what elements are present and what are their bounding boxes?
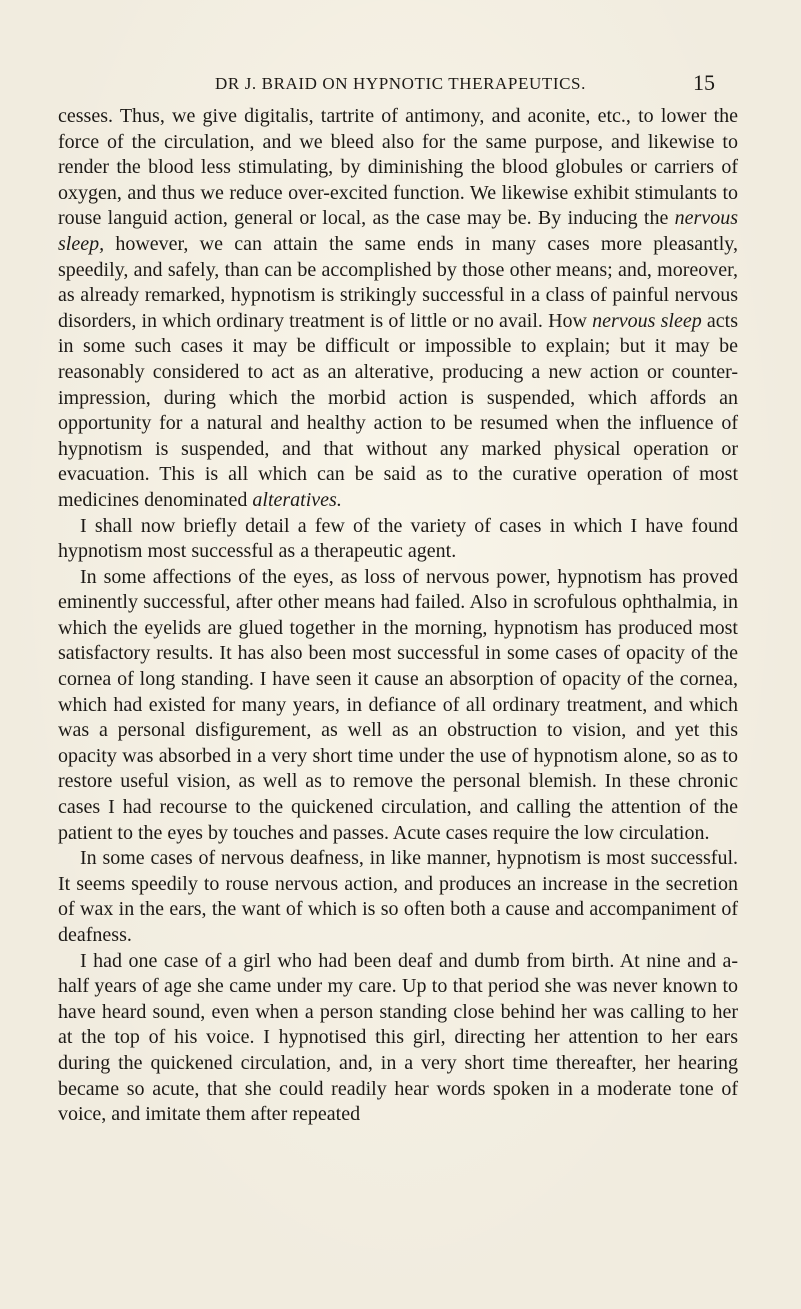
text-run: I had one case of a girl who had been deaf and dumb from birth. At nine and a-half years of age she came under my care. Up to that period she was never known to have heard sound, even when a person standing close behind her was calling to her at the top of his voice. I hypnotised this girl, directing her attention to her ears during the quickened circulation, and, in a very short time thereafter, her hearing became so acute, that she could readily hear words spoken in a moderate tone of voice, and imitate them after repeated bbox=[58, 949, 738, 1126]
paragraph bbox=[58, 949, 738, 1128]
paragraph bbox=[58, 565, 738, 847]
text-run: In some affections of the eyes, as loss of nervous power, hypnotism has proved eminently successful, after other means had failed. Also in scrofulous ophthalmia, in which the eyelids are glued together in the morning, hypnotism has produced most satisfactory results. It has also been most successful in some cases of opacity of the cornea of long standing. I have seen it cause an absorption of opacity of the cornea, which had existed for many years, in defiance of all ordinary treatment, and which was a personal disfigurement, as well as an obstruction to vision, and yet this opacity was absorbed in a very short time under the use of hypnotism alone, so as to restore useful vision, as well as to remove the personal blemish. In these chronic cases I had recourse to the quickened circulation, and calling the attention of the patient to the eyes by touches and passes. Acute cases require the low circulation. bbox=[58, 565, 738, 844]
text-run: however, we can attain the same ends in many cases more pleasantly, speedily, and safely, than can be accomplished by those other means; and, moreover, as already remarked, hypnotism is strikingly successful in a class of painful nervous disorders, in which ordinary treatment is of little or no avail. How bbox=[58, 232, 738, 332]
text-run: In some cases of nervous deafness, in like manner, hypnotism is most successful. It seems speedily to rouse nervous action, and produces an increase in the secretion of wax in the ears, the want of which is so often both a cause and accompaniment of deafness. bbox=[58, 847, 738, 946]
running-title: DR J. BRAID ON HYPNOTIC THERAPEUTICS. bbox=[215, 74, 586, 93]
body-text bbox=[58, 104, 738, 1128]
paragraph bbox=[58, 104, 738, 514]
italic-run: alteratives. bbox=[252, 488, 342, 511]
paragraph bbox=[58, 846, 738, 948]
running-header bbox=[0, 70, 801, 100]
text-run: cesses. Thus, we give digitalis, tartrite of antimony, and aconite, etc., to lower the force of the circulation, and we bleed also for the same purpose, and likewise to render the blood less stimulating, by diminishing the blood globules or carriers of oxygen, and thus we reduce over-excited function. We likewise exhibit stimulants to rouse languid action, general or local, as the case may be. By inducing the bbox=[58, 105, 738, 230]
text-run: I shall now briefly detail a few of the variety of cases in which I have found hypnotism most successful as a therapeutic agent. bbox=[58, 514, 738, 563]
text-run: acts in some such cases it may be difficult or impossible to explain; but it may be reasonably considered to act as an alterative, producing a new action or counter-impression, during which the morbid action is suspended, which affords an opportunity for a natural and healthy action to be resumed when the influence of hypnotism is suspended, and that without any marked physical operation or evacuation. This is all which can be said as to the curative operation of most medicines denominated bbox=[58, 309, 738, 511]
page-number: 15 bbox=[693, 70, 715, 95]
italic-run: nervous sleep, bbox=[58, 207, 738, 255]
italic-run: nervous sleep bbox=[592, 309, 702, 332]
paragraph bbox=[58, 514, 738, 565]
